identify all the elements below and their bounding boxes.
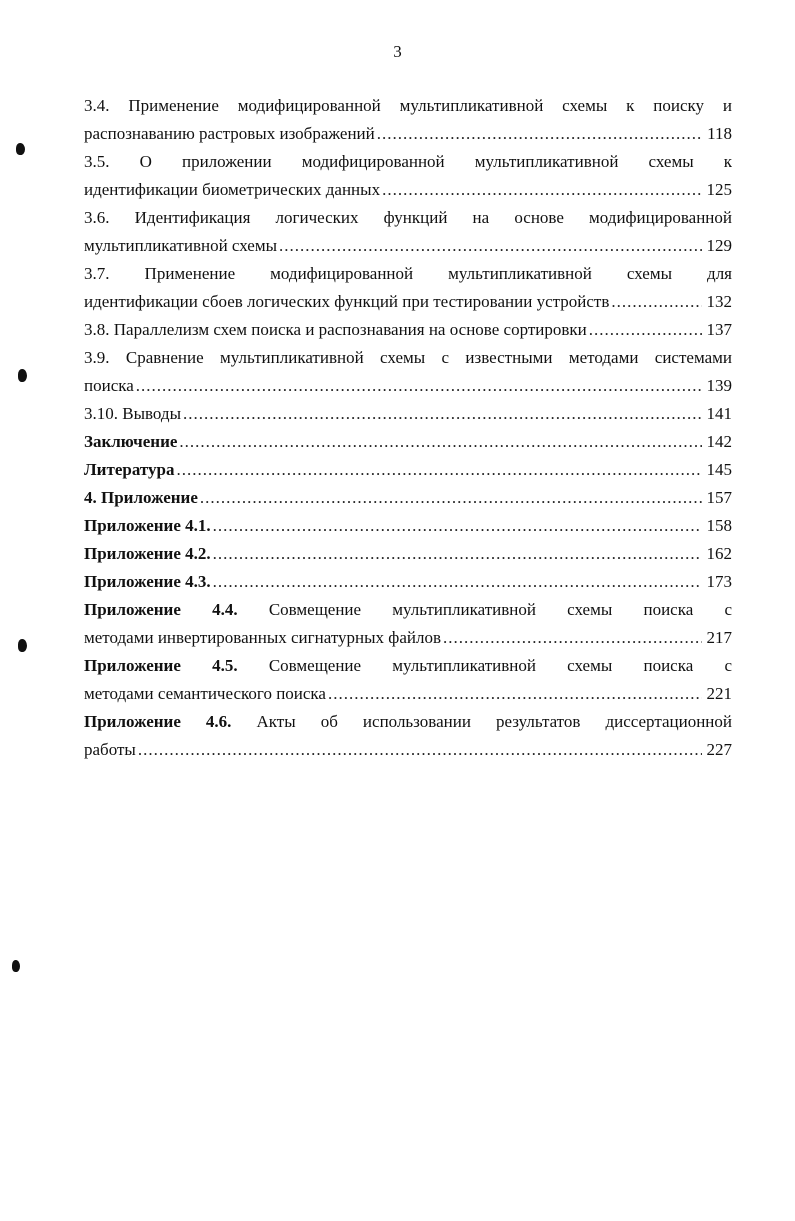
toc-entry-bold-label: 4. Приложение	[84, 488, 198, 507]
toc-leader-dots	[382, 176, 702, 204]
toc-entry-bold-label: Приложение 4.4.	[84, 600, 238, 619]
toc-entry-text: Совмещение мультипликативной схемы поиска с	[268, 656, 732, 675]
toc-entry	[84, 344, 732, 400]
toc-entry	[84, 260, 732, 316]
toc-entry-last-line	[84, 540, 732, 568]
toc-entry-text	[84, 484, 198, 512]
toc-entry-text	[84, 568, 211, 596]
toc-entry-last-line	[84, 624, 732, 652]
toc-entry-line	[84, 344, 732, 372]
toc-page-number: 145	[706, 460, 732, 479]
toc-entry	[84, 92, 732, 148]
toc-leader-dots	[183, 400, 702, 428]
toc-entry	[84, 596, 732, 652]
toc-entry-last-line	[84, 176, 732, 204]
toc-entry-last-line	[84, 680, 732, 708]
toc-entry-title: распознаванию растровых изображений	[84, 124, 375, 143]
toc-page-number: 139	[706, 376, 732, 395]
toc-leader-dots	[179, 428, 702, 456]
toc-entry-last-line	[84, 568, 732, 596]
toc-entry	[84, 652, 732, 708]
toc-entry-line	[84, 708, 732, 736]
scan-mark	[12, 960, 20, 972]
toc-entry-text	[84, 120, 375, 148]
toc-entry-title: идентификации сбоев логических функций при тестировании устройств	[84, 292, 610, 311]
toc-entry-text	[84, 456, 174, 484]
toc-entry-bold-label: Приложение 4.2.	[84, 544, 211, 563]
toc-entry	[84, 512, 732, 540]
toc-leader-dots	[377, 120, 702, 148]
toc-page-number: 158	[706, 516, 732, 535]
toc-leader-dots	[200, 484, 702, 512]
toc-leader-dots	[611, 288, 702, 316]
toc-entry-bold-label: Приложение 4.6.	[84, 712, 232, 731]
toc-entry-text: 3.7. Применение модифицированной мультипликативной схемы для	[84, 264, 732, 283]
toc-entry-last-line	[84, 316, 732, 344]
toc-entry-title: 3.10. Выводы	[84, 404, 182, 423]
toc-entry-text: 3.4. Применение модифицированной мультипликативной схемы к поиску и	[84, 96, 732, 115]
toc-entry	[84, 428, 732, 456]
toc-entry	[84, 456, 732, 484]
toc-entry-text	[84, 512, 211, 540]
toc-entry	[84, 568, 732, 596]
scan-mark	[18, 369, 27, 382]
toc-entry	[84, 400, 732, 428]
toc-entry-line	[84, 204, 732, 232]
toc-entry-text	[84, 232, 277, 260]
toc-entry-text	[84, 372, 134, 400]
scan-mark	[16, 143, 25, 155]
toc-leader-dots	[136, 372, 702, 400]
toc-entry-last-line	[84, 456, 732, 484]
toc-entry-text	[84, 316, 587, 344]
toc-leader-dots	[213, 540, 702, 568]
toc-leader-dots	[213, 512, 702, 540]
toc-page-number: 118	[707, 124, 732, 143]
toc-entry-last-line	[84, 512, 732, 540]
toc-leader-dots	[328, 680, 702, 708]
toc-entry-text	[84, 176, 380, 204]
toc-page-number: 137	[706, 320, 732, 339]
toc-entry-title: идентификации биометрических данных	[84, 180, 381, 199]
toc-entry-line	[84, 652, 732, 680]
toc-entry-title: поиска	[84, 376, 134, 395]
toc-leader-dots	[213, 568, 702, 596]
toc-entry-last-line	[84, 232, 732, 260]
toc-leader-dots	[279, 232, 702, 260]
toc-entry-line	[84, 260, 732, 288]
toc-page-number: 217	[706, 628, 732, 647]
toc-page-number: 141	[706, 404, 732, 423]
toc-page-number: 125	[706, 180, 732, 199]
toc-page-number: 132	[706, 292, 732, 311]
toc-entry-last-line	[84, 428, 732, 456]
toc-leader-dots	[443, 624, 702, 652]
toc-entry-text: 3.6. Идентификация логических функций на основе модифицированной	[84, 208, 732, 227]
toc-entry-text	[84, 680, 326, 708]
toc-entry	[84, 540, 732, 568]
toc-entry-text: 3.9. Сравнение мультипликативной схемы с известными методами системами	[84, 348, 732, 367]
toc-entry	[84, 316, 732, 344]
toc-entry-title: 3.8. Параллелизм схем поиска и распознавания на основе сортировки	[84, 320, 587, 339]
toc-leader-dots	[176, 456, 702, 484]
toc-entry-text	[84, 540, 211, 568]
toc-entry-last-line	[84, 484, 732, 512]
toc-entry-text	[84, 624, 441, 652]
toc-entry-bold-label: Заключение	[84, 432, 178, 451]
table-of-contents	[84, 92, 732, 764]
toc-entry-last-line	[84, 736, 732, 764]
toc-page-number: 227	[706, 740, 732, 759]
toc-entry	[84, 148, 732, 204]
toc-entry-bold-label: Приложение 4.5.	[84, 656, 238, 675]
toc-entry-line	[84, 92, 732, 120]
toc-entry-text	[84, 288, 609, 316]
toc-page-number: 162	[706, 544, 732, 563]
toc-entry	[84, 204, 732, 260]
toc-entry-last-line	[84, 372, 732, 400]
toc-entry-title: работы	[84, 740, 136, 759]
page-number: 3	[393, 42, 402, 61]
toc-entry-title: мультипликативной схемы	[84, 236, 278, 255]
scan-mark	[18, 639, 27, 652]
toc-entry	[84, 484, 732, 512]
toc-entry-text	[84, 428, 177, 456]
toc-entry-line	[84, 148, 732, 176]
toc-entry-last-line	[84, 288, 732, 316]
toc-entry-last-line	[84, 120, 732, 148]
toc-entry-bold-label: Приложение 4.3.	[84, 572, 211, 591]
toc-leader-dots	[589, 316, 702, 344]
toc-entry-title: методами инвертированных сигнатурных файлов	[84, 628, 441, 647]
toc-leader-dots	[138, 736, 702, 764]
toc-entry-last-line	[84, 400, 732, 428]
toc-entry-text: Акты об использовании результатов диссертационной	[256, 712, 732, 731]
toc-entry-title: методами семантического поиска	[84, 684, 326, 703]
toc-entry-line	[84, 596, 732, 624]
toc-entry	[84, 708, 732, 764]
toc-entry-text: Совмещение мультипликативной схемы поиска с	[268, 600, 732, 619]
toc-page-number: 221	[706, 684, 732, 703]
toc-entry-bold-label: Литература	[84, 460, 175, 479]
toc-page-number: 157	[706, 488, 732, 507]
toc-entry-text	[84, 736, 136, 764]
toc-entry-bold-label: Приложение 4.1.	[84, 516, 211, 535]
toc-page-number: 142	[706, 432, 732, 451]
toc-page-number: 129	[706, 236, 732, 255]
toc-entry-text	[84, 400, 181, 428]
toc-entry-text: 3.5. О приложении модифицированной мультипликативной схемы к	[84, 152, 732, 171]
toc-page-number: 173	[706, 572, 732, 591]
